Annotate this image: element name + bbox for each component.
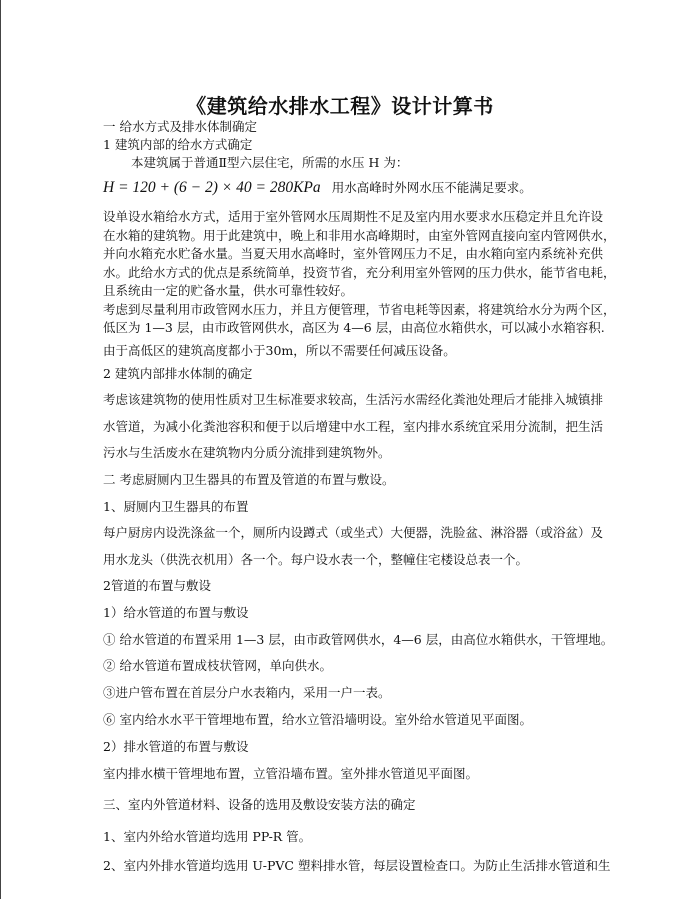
- page-left-border: [0, 0, 1, 899]
- paragraph-line: 2、室内外排水管道均选用 U-PVC 塑料排水管，每层设置检查口。为防止生活排水管道和生: [103, 858, 611, 873]
- pressure-formula: [103, 177, 532, 197]
- paragraph-line: 室内排水横干管埋地布置，立管沿墙布置。室外排水管道见平面图。: [103, 766, 479, 781]
- paragraph-line: 并向水箱充水贮备水量。当夏天用水高峰时，室外管网压力不足，由水箱向室内系统补充供: [103, 246, 604, 261]
- paragraph-line: 水管道，为减小化粪池容积和便于以后增建中水工程，室内排水系统宜采用分流制，把生活: [103, 419, 604, 434]
- paragraph-line: 由于高低区的建筑高度都小于30m，所以不需要任何减压设备。: [103, 343, 456, 358]
- subsection-heading: 2）排水管道的布置与敷设: [103, 739, 249, 754]
- paragraph-line: 考虑该建筑物的使用性质对卫生标准要求较高，生活污水需经化粪池处理后才能排入城镇排: [103, 392, 604, 407]
- section-heading: 一 给水方式及排水体制确定: [103, 119, 257, 134]
- paragraph-line: 本建筑属于普通Ⅱ型六层住宅，所需的水压 H 为：: [131, 155, 409, 170]
- paragraph-line: 在水箱的建筑物。用于此建筑中，晚上和非用水高峰期时，由室外管网直接向室内管网供水，: [103, 228, 616, 243]
- paragraph-line: 用水龙头（供洗衣机用）各一个。每户设水表一个，整幢住宅楼设总表一个。: [103, 552, 529, 567]
- section-heading: 三、室内外管道材料、设备的选用及敷设安装方法的确定: [103, 797, 416, 812]
- formula-expression: H = 120 + (6 − 2) × 40 = 280KPa: [103, 179, 321, 196]
- paragraph-line: 设单设水箱给水方式，适用于室外管网水压周期性不足及室内用水要求水压稳定并且允许设: [103, 209, 604, 224]
- section-heading: 二 考虑厨厕内卫生器具的布置及管道的布置与敷设。: [103, 472, 395, 487]
- paragraph-line: 水。此给水方式的优点是系统简单，投资节省，充分利用室外管网的压力供水，能节省电耗，: [103, 265, 616, 280]
- list-item: ① 给水管道的布置采用 1—3 层，由市政管网供水，4—6 层，由高位水箱供水，干管埋地。: [103, 632, 614, 647]
- subsection-heading: 2管道的布置与敷设: [103, 578, 211, 593]
- paragraph-line: 且系统由一定的贮备水量，供水可靠性较好。: [103, 283, 354, 298]
- subsection-heading: 1 建筑内部的给水方式确定: [103, 137, 253, 152]
- paragraph-line: 低区为 1—3 层，由市政管网供水，高区为 4—6 层，由高位水箱供水，可以减小水箱容积.: [103, 320, 605, 335]
- subsection-heading: 2 建筑内部排水体制的确定: [103, 366, 253, 381]
- list-item: ③进户管布置在首层分户水表箱内，采用一户一表。: [103, 685, 391, 700]
- paragraph-line: 污水与生活废水在建筑物内分质分流排到建筑物外。: [103, 445, 391, 460]
- paragraph-line: 1、室内外给水管道均选用 PP-R 管。: [103, 829, 312, 844]
- subsection-heading: 1、厨厕内卫生器具的布置: [103, 499, 249, 514]
- formula-note: 用水高峰时外网水压不能满足要求。: [331, 180, 532, 195]
- list-item: ② 给水管道布置成枝状管网，单向供水。: [103, 658, 332, 673]
- document-title: 《建筑给水排水工程》设计计算书: [186, 94, 494, 118]
- paragraph-line: 考虑到尽量利用市政管网水压力，并且方便管理，节省电耗等因素，将建筑给水分为两个区，: [103, 302, 616, 317]
- subsection-heading: 1）给水管道的布置与敷设: [103, 605, 249, 620]
- paragraph-line: 每户厨房内设洗涤盆一个，厕所内设蹲式（或坐式）大便器，洗脸盆、淋浴器（或浴盆）及: [103, 525, 604, 540]
- list-item: ⑥ 室内给水水平干管埋地布置，给水立管沿墙明设。室外给水管道见平面图。: [103, 712, 532, 727]
